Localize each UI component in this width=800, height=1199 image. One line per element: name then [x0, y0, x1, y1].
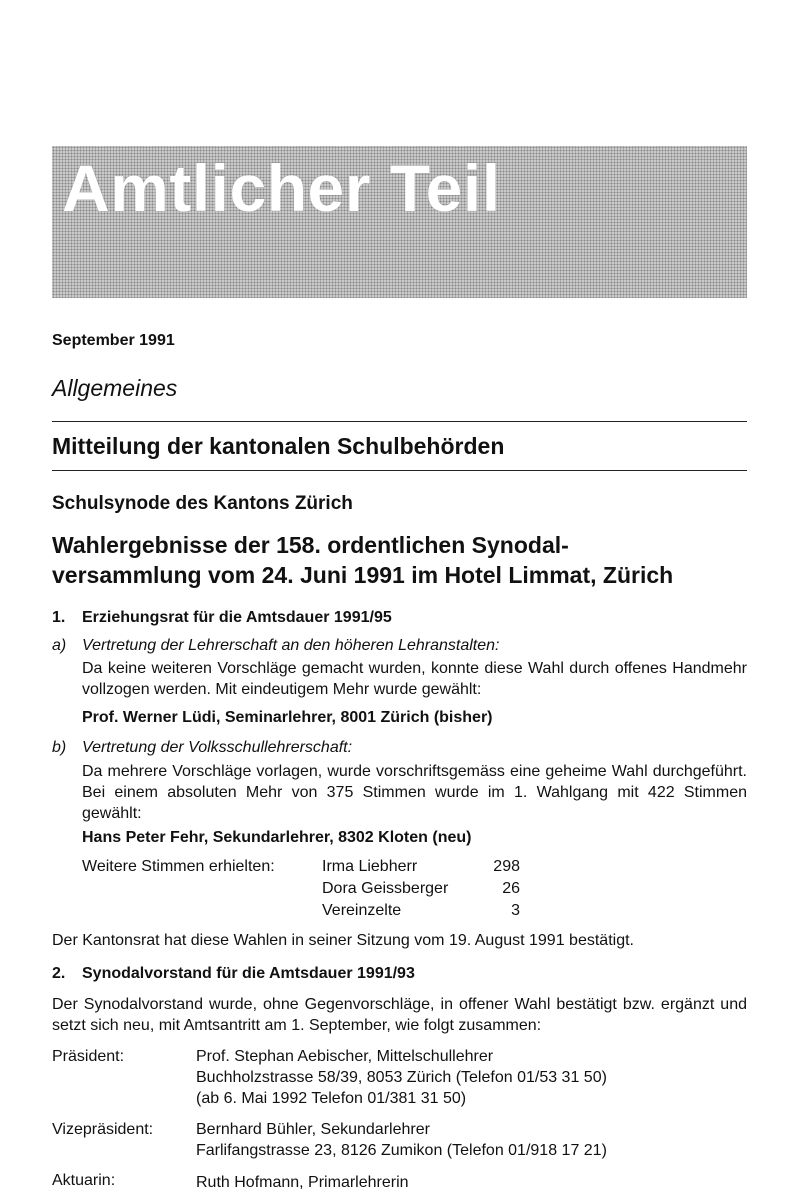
role-line: Ruth Hofmann, Primarlehrerin	[196, 1174, 409, 1191]
rule-top	[52, 421, 747, 422]
item-2-title: Synodalvorstand für die Amtsdauer 1991/93	[82, 965, 415, 982]
role-label: Präsident:	[52, 1048, 125, 1065]
item-2-text: Der Synodalvorstand wurde, ohne Gegenvorschläge, in offener Wahl bestätigt bzw. ergänzt und setzt sich neu, mit Amtsantritt am 1. September, wie folgt zusammen:	[52, 996, 747, 1034]
article-title	[52, 530, 752, 590]
item-2-number: 2.	[52, 965, 66, 982]
vote-name: Dora Geissberger	[322, 880, 449, 897]
banner-title: Amtlicher Teil	[62, 151, 501, 225]
rule-bottom	[52, 470, 747, 471]
role-label: Aktuarin:	[52, 1172, 116, 1189]
item-1a-label: Vertretung der Lehrerschaft an den höheren Lehranstalten:	[82, 637, 500, 654]
section-title: Allgemeines	[52, 375, 178, 401]
role-line: Bernhard Bühler, Sekundarlehrer	[196, 1121, 430, 1138]
item-1b-label: Vertretung der Volksschullehrerschaft:	[82, 739, 353, 756]
vote-name: Vereinzelte	[322, 902, 402, 919]
item-1b-elected: Hans Peter Fehr, Sekundarlehrer, 8302 Kloten (neu)	[82, 829, 472, 846]
role-line: Prof. Stephan Aebischer, Mittelschullehrer	[196, 1048, 494, 1065]
role-line: (ab 6. Mai 1992 Telefon 01/381 31 50)	[196, 1090, 467, 1107]
article-title-line-1: Wahlergebnisse der 158. ordentlichen Synodal-	[52, 532, 569, 558]
votes-label: Weitere Stimmen erhielten:	[82, 858, 275, 875]
item-1b-text: Da mehrere Vorschläge vorlagen, wurde vorschriftsgemäss eine geheime Wahl durchgeführt. Bei einem absoluten Mehr von 375 Stimmen wurde im 1. Wahlgang mit 422 Stimmen gewählt:	[82, 763, 747, 822]
item-1-title: Erziehungsrat für die Amtsdauer 1991/95	[82, 609, 392, 626]
item-1a-letter: a)	[52, 637, 67, 654]
vote-count: 3	[511, 902, 520, 919]
banner	[52, 146, 747, 298]
vote-count: 26	[502, 880, 520, 897]
item-1a-text: Da keine weiteren Vorschläge gemacht wurden, konnte diese Wahl durch offenes Handmehr vollzogen werden. Mit eindeutigem Mehr wurde gewählt:	[82, 660, 747, 698]
item-1a-elected: Prof. Werner Lüdi, Seminarlehrer, 8001 Zürich (bisher)	[82, 709, 493, 726]
confirmation-text: Der Kantonsrat hat diese Wahlen in seiner Sitzung vom 19. August 1991 bestätigt.	[52, 932, 634, 949]
item-1-number: 1.	[52, 609, 66, 626]
role-label: Vizepräsident:	[52, 1121, 154, 1138]
vote-name: Irma Liebherr	[322, 858, 418, 875]
issue-date: September 1991	[52, 332, 175, 349]
role-line: Farlifangstrasse 23, 8126 Zumikon (Telefon 01/918 17 21)	[196, 1142, 607, 1159]
item-1b-letter: b)	[52, 739, 67, 756]
page-heading: Mitteilung der kantonalen Schulbehörden	[52, 433, 505, 459]
article-title-line-2: versammlung vom 24. Juni 1991 im Hotel Limmat, Zürich	[52, 562, 674, 588]
vote-count: 298	[493, 858, 520, 875]
subheading: Schulsynode des Kantons Zürich	[52, 493, 353, 514]
role-line: Buchholzstrasse 58/39, 8053 Zürich (Telefon 01/53 31 50)	[196, 1069, 607, 1086]
